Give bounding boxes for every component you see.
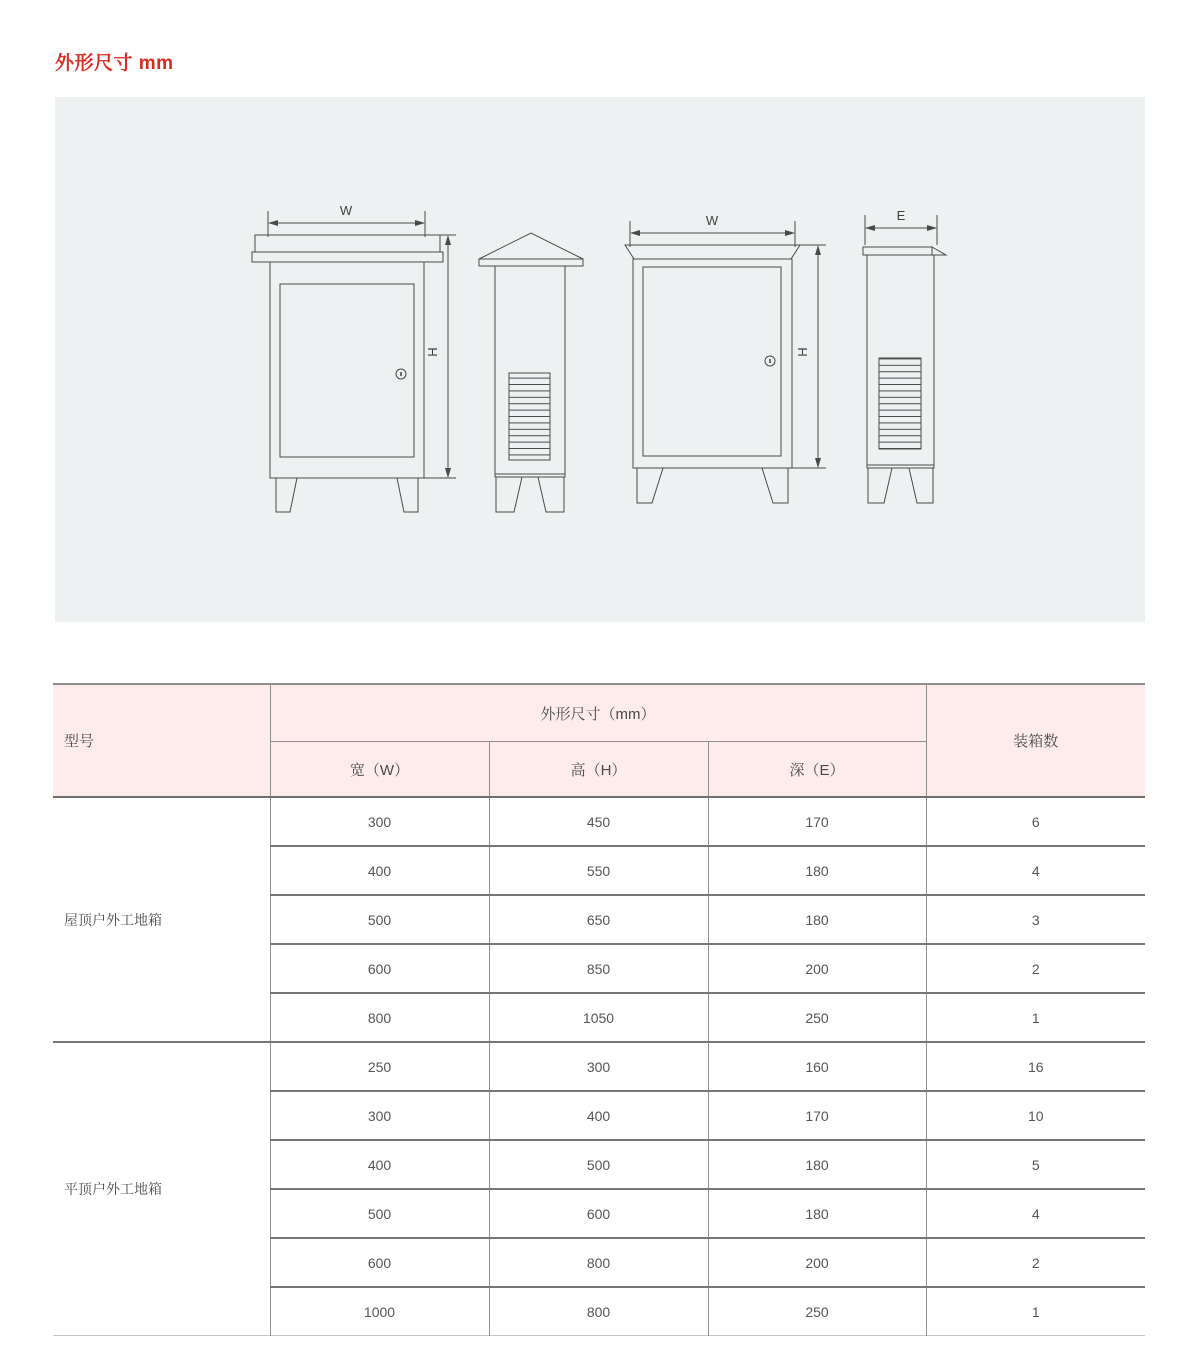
col-header-model: 型号 bbox=[53, 684, 270, 797]
box-leg-left bbox=[276, 478, 297, 512]
table-row bbox=[53, 797, 1145, 846]
packing-qty-cell: 10 bbox=[926, 1091, 1145, 1140]
box-body bbox=[270, 262, 424, 478]
page-title: 外形尺寸 mm bbox=[55, 53, 174, 74]
drawing-flat-box-side bbox=[863, 208, 946, 503]
packing-qty-cell: 1 bbox=[926, 993, 1145, 1042]
dimension-value-cell: 250 bbox=[270, 1042, 489, 1091]
roof-slab bbox=[255, 235, 440, 252]
box-leg-left bbox=[637, 468, 663, 503]
dimensions-table bbox=[53, 683, 1145, 1336]
dimension-value-cell: 200 bbox=[708, 1238, 926, 1287]
dimension-value-cell: 800 bbox=[270, 993, 489, 1042]
lock-icon bbox=[396, 369, 406, 379]
dimension-value-cell: 1050 bbox=[489, 993, 708, 1042]
dim-width-flat bbox=[630, 213, 795, 247]
col-header-dims-group: 外形尺寸（mm） bbox=[270, 684, 926, 742]
dim-width-roofed bbox=[268, 203, 425, 237]
table-row bbox=[53, 1042, 1145, 1091]
side-leg-left bbox=[868, 468, 892, 503]
drawing-flat-box-front bbox=[625, 213, 826, 503]
louver-vent bbox=[509, 373, 550, 460]
model-name-cell: 平顶户外工地箱 bbox=[53, 1042, 270, 1336]
packing-qty-cell: 1 bbox=[926, 1287, 1145, 1336]
packing-qty-cell: 4 bbox=[926, 846, 1145, 895]
box-leg-right bbox=[762, 468, 788, 503]
dimension-value-cell: 200 bbox=[708, 944, 926, 993]
dimension-value-cell: 250 bbox=[708, 993, 926, 1042]
dimension-value-cell: 850 bbox=[489, 944, 708, 993]
dimension-value-cell: 1000 bbox=[270, 1287, 489, 1336]
packing-qty-cell: 2 bbox=[926, 1238, 1145, 1287]
dimension-value-cell: 180 bbox=[708, 846, 926, 895]
roof-base-strip bbox=[479, 259, 583, 266]
drawing-roofed-box-side bbox=[479, 233, 583, 512]
packing-qty-cell: 3 bbox=[926, 895, 1145, 944]
lock-icon bbox=[765, 356, 775, 366]
col-header-packing: 装箱数 bbox=[926, 684, 1145, 797]
packing-qty-cell: 16 bbox=[926, 1042, 1145, 1091]
packing-qty-cell: 6 bbox=[926, 797, 1145, 846]
dim-height-flat bbox=[792, 245, 826, 468]
side-leg-left bbox=[496, 477, 522, 512]
dimension-value-cell: 650 bbox=[489, 895, 708, 944]
dimension-value-cell: 600 bbox=[489, 1189, 708, 1238]
dimension-value-cell: 500 bbox=[270, 1189, 489, 1238]
pointed-roof bbox=[479, 233, 583, 259]
box-leg-right bbox=[397, 478, 418, 512]
box-door bbox=[643, 267, 781, 456]
outline-drawings-svg bbox=[55, 97, 1145, 622]
col-header-depth: 深（E） bbox=[708, 742, 926, 798]
dimension-value-cell: 500 bbox=[270, 895, 489, 944]
dimension-value-cell: 160 bbox=[708, 1042, 926, 1091]
side-leg-right bbox=[538, 477, 564, 512]
flat-top-flap bbox=[932, 247, 946, 255]
dim-height-roofed bbox=[424, 235, 456, 478]
model-name-cell: 屋顶户外工地箱 bbox=[53, 797, 270, 1042]
box-door bbox=[280, 284, 414, 457]
box-body bbox=[633, 259, 792, 468]
dim-label-e: E bbox=[896, 208, 906, 223]
dimension-value-cell: 170 bbox=[708, 797, 926, 846]
dimension-value-cell: 800 bbox=[489, 1238, 708, 1287]
dimension-diagram-panel bbox=[55, 97, 1145, 622]
table-body bbox=[53, 797, 1145, 1336]
header-row-1 bbox=[53, 684, 1145, 742]
dimension-value-cell: 300 bbox=[489, 1042, 708, 1091]
louver-vent bbox=[879, 358, 921, 449]
dim-label-w: W bbox=[705, 213, 719, 228]
dimension-value-cell: 500 bbox=[489, 1140, 708, 1189]
col-header-height: 高（H） bbox=[489, 742, 708, 798]
col-header-width: 宽（W） bbox=[270, 742, 489, 798]
dimension-value-cell: 180 bbox=[708, 895, 926, 944]
dimension-value-cell: 180 bbox=[708, 1140, 926, 1189]
dimension-value-cell: 550 bbox=[489, 846, 708, 895]
roof-lip bbox=[252, 252, 443, 262]
dimension-value-cell: 300 bbox=[270, 1091, 489, 1140]
dimension-value-cell: 400 bbox=[270, 1140, 489, 1189]
dimension-value-cell: 400 bbox=[489, 1091, 708, 1140]
dimension-value-cell: 180 bbox=[708, 1189, 926, 1238]
dim-label-h: H bbox=[425, 347, 440, 357]
dimension-value-cell: 300 bbox=[270, 797, 489, 846]
flat-eave bbox=[625, 245, 800, 259]
dimension-value-cell: 800 bbox=[489, 1287, 708, 1336]
dimension-value-cell: 450 bbox=[489, 797, 708, 846]
side-leg-right bbox=[909, 468, 933, 503]
packing-qty-cell: 4 bbox=[926, 1189, 1145, 1238]
dimension-value-cell: 400 bbox=[270, 846, 489, 895]
dimension-value-cell: 600 bbox=[270, 944, 489, 993]
flat-top-slab bbox=[863, 247, 932, 255]
packing-qty-cell: 2 bbox=[926, 944, 1145, 993]
dimension-value-cell: 170 bbox=[708, 1091, 926, 1140]
dim-depth-flat bbox=[865, 208, 937, 245]
drawing-roofed-box-front bbox=[252, 203, 456, 512]
dim-label-w: W bbox=[339, 203, 353, 218]
dim-label-h: H bbox=[795, 347, 810, 357]
dimension-value-cell: 250 bbox=[708, 1287, 926, 1336]
dimension-value-cell: 600 bbox=[270, 1238, 489, 1287]
packing-qty-cell: 5 bbox=[926, 1140, 1145, 1189]
